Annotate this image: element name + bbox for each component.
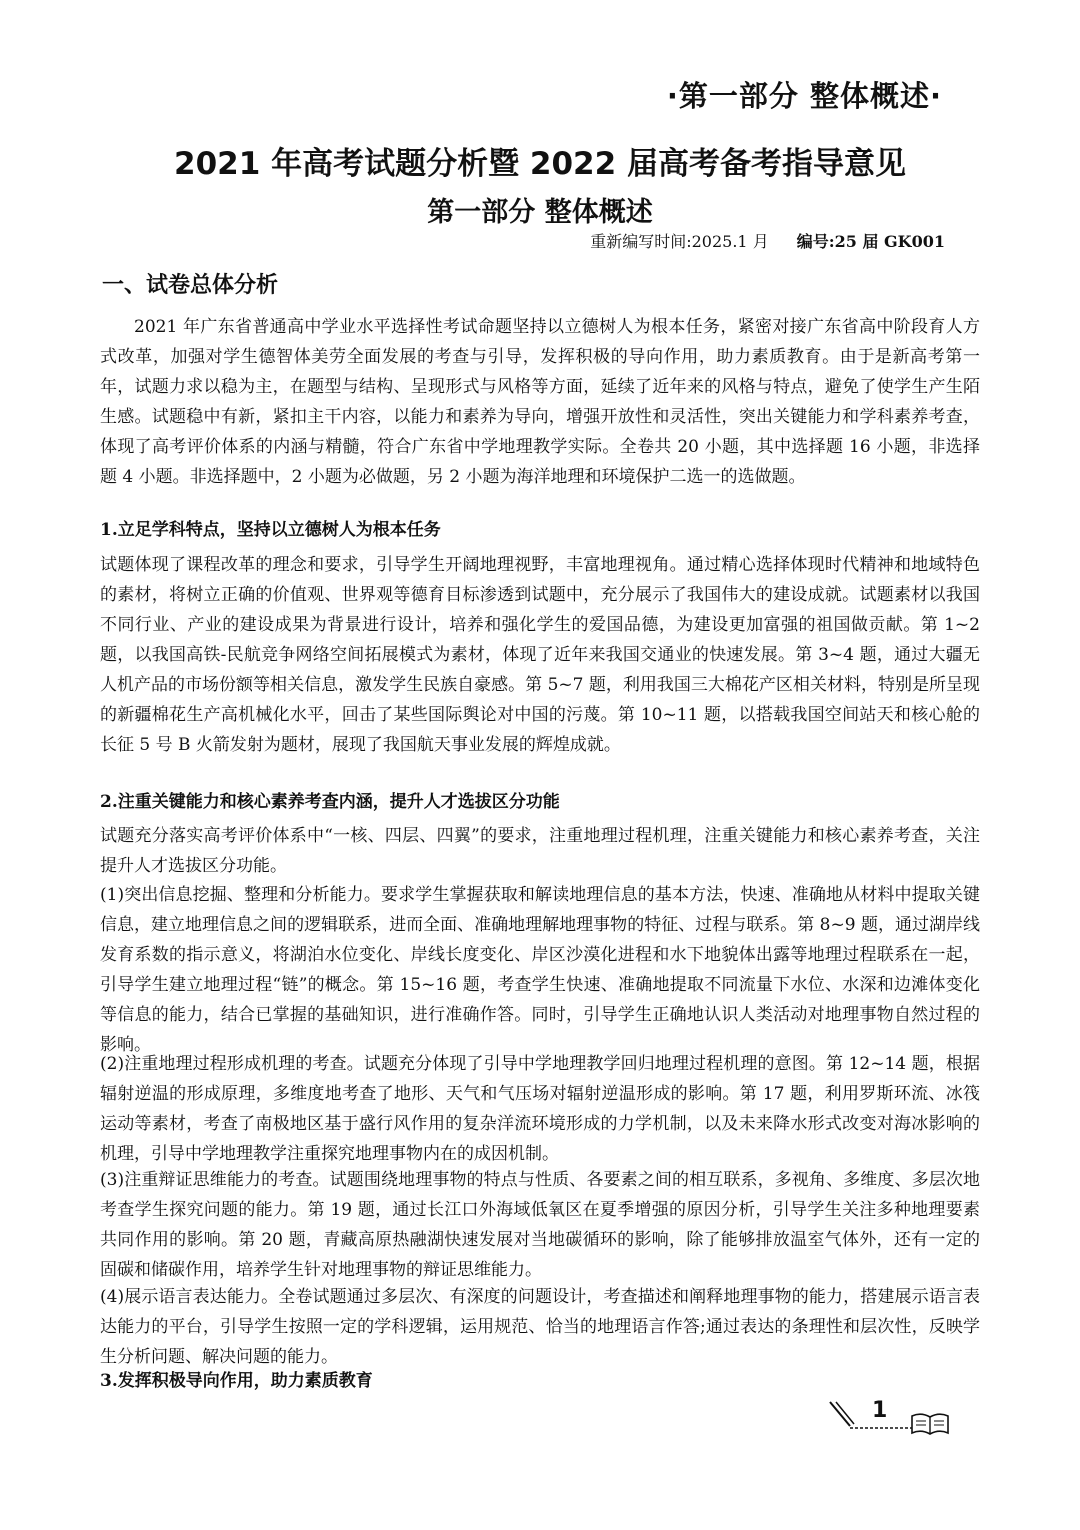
document-code: 编号:25 届 GK001	[796, 232, 945, 251]
point1-paragraph: 试题体现了课程改革的理念和要求，引导学生开阔地理视野，丰富地理视角。通过精心选择体现时代精神和地域特色的素材，将树立正确的价值观、世界观等德育目标渗透到试题中，充分展示了我国伟大的建设成就。试题素材以我国不同行业、产业的建设成果为背景进行设计，培养和强化学生的爱国品德，为建设更加富强的祖国做贡献。第 1~2 题，以我国高铁-民航竞争网络空间拓展模式为素材，体现了近年来我国交通业的快速发展。第 3~4 题，通过大疆无人机产品的市场份额等相关信息，激发学生民族自豪感。第 5~7 题，利用我国三大棉花产区相关材料，特别是所呈现的新疆棉花生产高机械化水平，回击了某些国际舆论对中国的污蔑。第 10~11 题，以搭载我国空间站天和核心舱的长征 5 号 B 火箭发射为题材，展现了我国航天事业发展的辉煌成就。	[100, 555, 980, 755]
point1-heading: 1.立足学科特点，坚持以立德树人为根本任务	[100, 520, 441, 540]
revision-time: 重新编写时间:2025.1 月	[590, 232, 769, 251]
document-title: 2021 年高考试题分析暨 2022 届高考备考指导意见	[174, 146, 906, 182]
intro-paragraph: 2021 年广东省普通高中学业水平选择性考试命题坚持以立德树人为根本任务，紧密对接广东省高中阶段育人方式改革，加强对学生德智体美劳全面发展的考查与引导，发挥积极的导向作用，助力素质教育。由于是新高考第一年，试题力求以稳为主，在题型与结构、呈现形式与风格等方面，延续了近年来的风格与特点，避免了使学生产生陌生感。试题稳中有新，紧扣主干内容，以能力和素养为导向，增强开放性和灵活性，突出关键能力和学科素养考查，体现了高考评价体系的内涵与精髓，符合广东省中学地理教学实际。全卷共 20 小题，其中选择题 16 小题，非选择题 4 小题。非选择题中，2 小题为必做题，另 2 小题为海洋地理和环境保护二选一的选做题。	[100, 317, 980, 487]
point2-intro: 试题充分落实高考评价体系中“一核、四层、四翼”的要求，注重地理过程机理，注重关键能力和核心素养考查，关注提升人才选拔区分功能。	[100, 826, 980, 876]
point2-item-2: (2)注重地理过程形成机理的考查。试题充分体现了引导中学地理教学回归地理过程机理的意图。第 12~14 题，根据辐射逆温的形成原理，多维度地考查了地形、天气和气压场对辐射逆温形成的影响。第 17 题，利用罗斯环流、冰筏运动等素材，考查了南极地区基于盛行风作用的复杂洋流环境形成的力学机制，以及未来降水形式改变对海冰影响的机理，引导中学地理教学注重探究地理事物内在的成因机制。	[100, 1054, 980, 1164]
point2-item-3: (3)注重辩证思维能力的考查。试题围绕地理事物的特点与性质、各要素之间的相互联系，多视角、多维度、多层次地考查学生探究问题的能力。第 19 题，通过长江口外海域低氧区在夏季增强的原因分析，引导学生关注多种地理要素共同作用的影响。第 20 题，青藏高原热融湖快速发展对当地碳循环的影响，除了能够排放温室气体外，还有一定的固碳和储碳作用，培养学生针对地理事物的辩证思维能力。	[100, 1170, 980, 1280]
page-number: 1	[872, 1398, 888, 1423]
point2-heading: 2.注重关键能力和核心素养考查内涵，提升人才选拔区分功能	[100, 792, 560, 812]
point3-heading: 3.发挥积极导向作用，助力素质教育	[100, 1371, 373, 1391]
document-subtitle: 第一部分 整体概述	[427, 197, 653, 228]
running-head: ·第一部分 整体概述·	[666, 79, 942, 113]
page-footer	[828, 1398, 968, 1448]
section-heading: 一、试卷总体分析	[102, 273, 279, 298]
meta-line	[590, 229, 945, 252]
point2-item-4: (4)展示语言表达能力。全卷试题通过多层次、有深度的问题设计，考查描述和阐释地理事物的能力，搭建展示语言表达能力的平台，引导学生按照一定的学科逻辑，运用规范、恰当的地理语言作答;通过表达的条理性和层次性，反映学生分析问题、解决问题的能力。	[100, 1287, 980, 1367]
point2-item-1: (1)突出信息挖掘、整理和分析能力。要求学生掌握获取和解读地理信息的基本方法，快速、准确地从材料中提取关键信息，建立地理信息之间的逻辑联系，进而全面、准确地理解地理事物的特征、过程与联系。第 8~9 题，通过湖岸线发育系数的指示意义，将湖泊水位变化、岸线长度变化、岸区沙漠化进程和水下地貌体出露等地理过程联系在一起，引导学生建立地理过程“链”的概念。第 15~16 题，考查学生快速、准确地提取不同流量下水位、水深和边滩体变化等信息的能力，结合已掌握的基础知识，进行准确作答。同时，引导学生正确地认识人类活动对地理事物自然过程的影响。	[100, 885, 980, 1055]
open-book-icon	[910, 1412, 950, 1436]
